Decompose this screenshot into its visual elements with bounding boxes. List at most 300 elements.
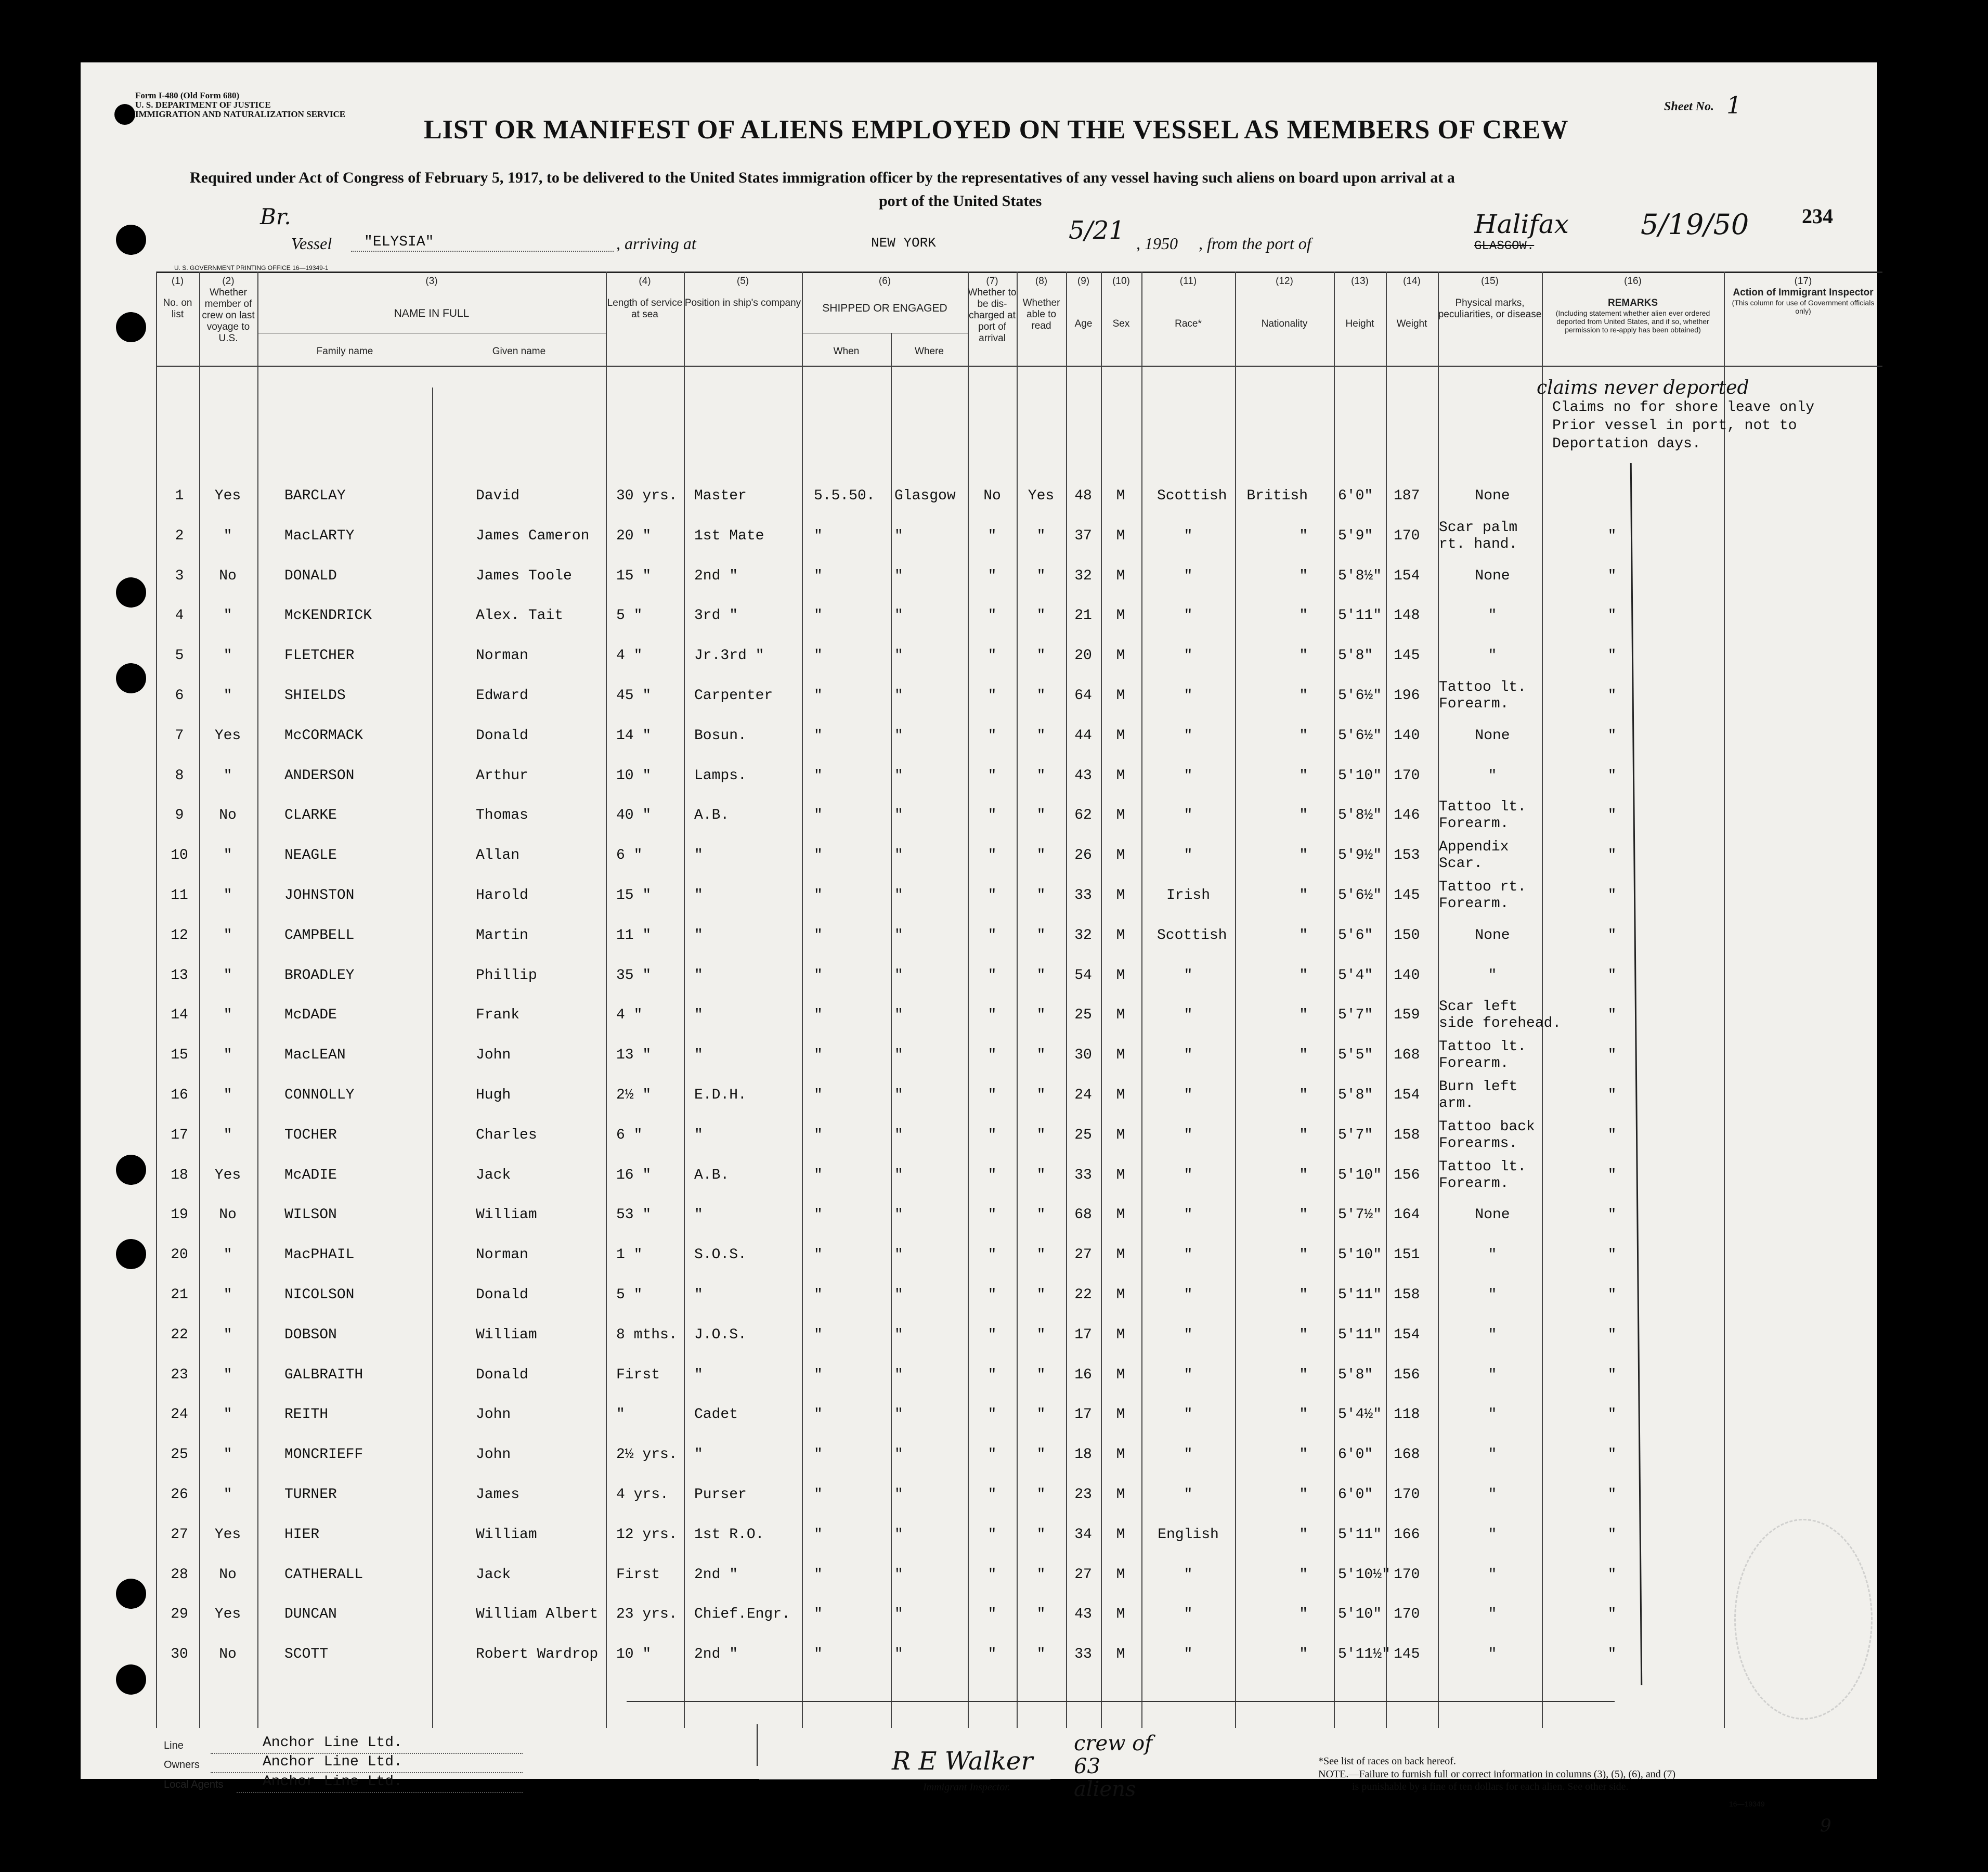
discharged: " [987, 1646, 997, 1663]
row-number: 28 [171, 1566, 188, 1583]
shipped-when: " [814, 608, 823, 624]
table-row [81, 1118, 1877, 1154]
length-of-service: 16 " [616, 1167, 652, 1183]
shipped-when: " [814, 1487, 823, 1503]
discharged: " [987, 648, 997, 664]
height: 6'0" [1338, 1487, 1373, 1503]
discharged: " [987, 807, 997, 824]
year: , 1950 [1136, 234, 1178, 253]
nationality: " [1299, 1366, 1308, 1383]
position: Chief.Engr. [694, 1606, 790, 1623]
length-of-service: 15 " [616, 567, 652, 584]
shipped-where: " [894, 1087, 903, 1103]
length-of-service: 13 " [616, 1047, 652, 1064]
discharged: " [987, 1287, 997, 1303]
weight: 156 [1394, 1366, 1420, 1383]
able-to-read: " [1036, 927, 1046, 944]
length-of-service: 35 " [616, 967, 652, 984]
sex: M [1116, 727, 1125, 744]
family-name: McCORMACK [284, 727, 363, 744]
from-port-typed: GLASGOW. [1474, 239, 1535, 253]
position: " [694, 1287, 703, 1303]
last-voyage: " [223, 1326, 232, 1343]
physical-marks-line-2: Forearm. [1439, 816, 1509, 832]
height: 5'5" [1338, 1047, 1373, 1064]
family-name: TURNER [284, 1487, 337, 1503]
remarks: " [1607, 1606, 1617, 1623]
discharged: " [987, 727, 997, 744]
weight: 154 [1394, 567, 1420, 584]
col-header-nationality: (12) Nationality [1261, 276, 1308, 329]
owners-value: Anchor Line Ltd. [263, 1754, 402, 1770]
shipped-when: " [814, 1287, 823, 1303]
table-row [81, 1557, 1877, 1594]
remarks: " [1607, 1566, 1617, 1583]
physical-marks-line-2: Forearms. [1439, 1135, 1518, 1152]
discharged: " [987, 967, 997, 984]
shipped-where: " [894, 887, 903, 903]
position: 2nd " [694, 567, 738, 584]
physical-marks: " [1488, 1326, 1497, 1343]
vessel-line [351, 251, 614, 252]
remarks-line-2: Prior vessel in port, not to [1552, 418, 1797, 434]
row-number: 27 [171, 1526, 188, 1543]
position: 3rd " [694, 608, 738, 624]
weight: 148 [1394, 608, 1420, 624]
shipped-where: " [894, 1487, 903, 1503]
sex: M [1116, 767, 1125, 784]
weight: 170 [1394, 1606, 1420, 1623]
height: 5'4" [1338, 967, 1373, 984]
able-to-read: " [1036, 567, 1046, 584]
race: " [1184, 1326, 1193, 1343]
sex: M [1116, 1167, 1125, 1183]
weight: 153 [1394, 847, 1420, 864]
manifest-sheet [81, 62, 1877, 1836]
discharged: " [987, 1167, 997, 1183]
weight: 187 [1394, 488, 1420, 504]
given-name: James [476, 1487, 520, 1503]
weight: 170 [1394, 527, 1420, 544]
position: " [694, 1127, 703, 1143]
sex: M [1116, 807, 1125, 824]
weight: 170 [1394, 767, 1420, 784]
length-of-service: 11 " [616, 927, 652, 944]
family-name: WILSON [284, 1207, 337, 1223]
length-of-service: 5 " [616, 1287, 643, 1303]
sex: M [1116, 1366, 1125, 1383]
sex: M [1116, 648, 1125, 664]
remarks: " [1607, 527, 1617, 544]
given-name: William Albert [476, 1606, 599, 1623]
physical-marks: " [1488, 1566, 1497, 1583]
race: " [1184, 1207, 1193, 1223]
last-voyage: " [223, 847, 232, 864]
height: 5'8" [1338, 648, 1373, 664]
age: 34 [1074, 1526, 1092, 1543]
discharged: " [987, 608, 997, 624]
col-header-shipped: (6) SHIPPED OR ENGAGED [822, 276, 947, 314]
agents-label: Local Agents [164, 1779, 224, 1790]
discharged: " [987, 1447, 997, 1463]
physical-marks: " [1488, 1606, 1497, 1623]
age: 37 [1074, 527, 1092, 544]
col-header-name: (3) NAME IN FULL [394, 276, 470, 319]
family-name: MacLEAN [284, 1047, 346, 1064]
nationality: " [1299, 927, 1308, 944]
weight: 154 [1394, 1087, 1420, 1103]
position: A.B. [694, 807, 730, 824]
last-voyage: Yes [214, 1606, 241, 1623]
able-to-read: " [1036, 1326, 1046, 1343]
last-voyage: No [219, 1207, 237, 1223]
nationality: " [1299, 1326, 1308, 1343]
race: " [1184, 688, 1193, 704]
signature-underline [759, 1779, 1050, 1780]
family-name: DUNCAN [284, 1606, 337, 1623]
row-number: 21 [171, 1287, 188, 1303]
nationality: " [1299, 1287, 1308, 1303]
family-name: TOCHER [284, 1127, 337, 1143]
physical-marks: Appendix [1439, 839, 1509, 856]
position: " [694, 1447, 703, 1463]
age: 33 [1074, 1167, 1092, 1183]
able-to-read: " [1036, 608, 1046, 624]
shipped-where: " [894, 767, 903, 784]
race: " [1184, 1287, 1193, 1303]
able-to-read: " [1036, 1447, 1046, 1463]
row-number: 8 [175, 767, 184, 784]
physical-marks-line-2: rt. hand. [1439, 536, 1518, 552]
height: 5'11½" [1338, 1646, 1391, 1663]
race: Irish [1166, 887, 1210, 903]
family-name: NEAGLE [284, 847, 337, 864]
race: " [1184, 648, 1193, 664]
able-to-read: " [1036, 847, 1046, 864]
page-number: 234 [1802, 204, 1833, 228]
shipped-where: " [894, 1606, 903, 1623]
family-name: MONCRIEFF [284, 1447, 363, 1463]
height: 5'6½" [1338, 688, 1382, 704]
height: 5'7" [1338, 1007, 1373, 1024]
discharged: " [987, 847, 997, 864]
height: 5'6" [1338, 927, 1373, 944]
race: " [1184, 567, 1193, 584]
given-name: Thomas [476, 807, 528, 824]
last-voyage: " [223, 1287, 232, 1303]
age: 16 [1074, 1366, 1092, 1383]
last-voyage: " [223, 767, 232, 784]
printing-office: U. S. GOVERNMENT PRINTING OFFICE 16—19349-1 [174, 264, 329, 272]
shipped-when: 5.5.50. [814, 488, 875, 504]
height: 5'11" [1338, 1326, 1382, 1343]
form-code: 16—19349 [1729, 1800, 1765, 1808]
race: " [1184, 1447, 1193, 1463]
discharged: " [987, 767, 997, 784]
row-number: 24 [171, 1406, 188, 1423]
physical-marks: Scar palm [1439, 519, 1518, 536]
shipped-when: " [814, 648, 823, 664]
able-to-read: " [1036, 727, 1046, 744]
shipped-when: " [814, 1646, 823, 1663]
shipped-where: " [894, 1287, 903, 1303]
weight: 170 [1394, 1487, 1420, 1503]
family-name: HIER [284, 1526, 320, 1543]
row-number: 12 [171, 927, 188, 944]
age: 68 [1074, 1207, 1092, 1223]
remarks: " [1607, 767, 1617, 784]
row-number: 26 [171, 1487, 188, 1503]
table-row [81, 519, 1877, 555]
shipped-when: " [814, 967, 823, 984]
row-number: 10 [171, 847, 188, 864]
position: " [694, 927, 703, 944]
able-to-read: " [1036, 1566, 1046, 1583]
physical-marks: Scar left [1439, 999, 1518, 1015]
col-header-remarks: (16) REMARKS (Including statement whether alien ever ordered deported from United States, and if so, whether permission to re-apply has been obtained) [1555, 276, 1710, 334]
weight: 158 [1394, 1127, 1420, 1143]
race: Scottish [1157, 488, 1227, 504]
remarks-handwritten: claims never deported [1537, 377, 1749, 398]
position: " [694, 1047, 703, 1064]
length-of-service: 15 " [616, 887, 652, 903]
able-to-read: " [1036, 1247, 1046, 1263]
last-voyage: " [223, 1366, 232, 1383]
discharged: " [987, 1247, 997, 1263]
last-voyage: Yes [214, 727, 241, 744]
row-number: 6 [175, 688, 184, 704]
family-name: CATHERALL [284, 1566, 363, 1583]
race: " [1184, 847, 1193, 864]
family-name: DONALD [284, 567, 337, 584]
family-name: CONNOLLY [284, 1087, 355, 1103]
shipped-where: " [894, 608, 903, 624]
able-to-read: " [1036, 1007, 1046, 1024]
length-of-service: 40 " [616, 807, 652, 824]
weight: 158 [1394, 1287, 1420, 1303]
able-to-read: " [1036, 1366, 1046, 1383]
row-number: 25 [171, 1447, 188, 1463]
last-voyage: " [223, 688, 232, 704]
shipped-when: " [814, 1366, 823, 1383]
sex: M [1116, 1646, 1125, 1663]
height: 5'8½" [1338, 567, 1382, 584]
length-of-service: First [616, 1366, 660, 1383]
shipped-when: " [814, 527, 823, 544]
given-name: Harold [476, 887, 528, 903]
table-row [81, 1517, 1877, 1554]
sex: M [1116, 1566, 1125, 1583]
physical-marks: None [1475, 1207, 1510, 1223]
crew-count-note: crew of 63 aliens [1074, 1732, 1153, 1801]
col-header-discharged: (7) Whether to be dis-charged at port of arrival [968, 276, 1017, 344]
position: Jr.3rd " [694, 648, 764, 664]
discharged: No [983, 488, 1001, 504]
given-name: Allan [476, 847, 520, 864]
physical-marks: " [1488, 1447, 1497, 1463]
agents-underline [237, 1792, 523, 1793]
age: 44 [1074, 727, 1092, 744]
row-number: 19 [171, 1207, 188, 1223]
position: 1st Mate [694, 527, 764, 544]
height: 5'9½" [1338, 847, 1382, 864]
discharged: " [987, 887, 997, 903]
physical-marks: " [1488, 1406, 1497, 1423]
sex: M [1116, 527, 1125, 544]
shipped-when: " [814, 1566, 823, 1583]
height: 6'0" [1338, 1447, 1373, 1463]
race: " [1184, 807, 1193, 824]
shipped-when: " [814, 807, 823, 824]
length-of-service: 53 " [616, 1207, 652, 1223]
age: 17 [1074, 1406, 1092, 1423]
table-row [81, 1237, 1877, 1274]
subtitle-2: port of the United States [879, 192, 1042, 210]
nationality: " [1299, 1087, 1308, 1103]
remarks: " [1607, 1167, 1617, 1183]
shipped-when: " [814, 1326, 823, 1343]
able-to-read: " [1036, 1406, 1046, 1423]
discharged: " [987, 1326, 997, 1343]
length-of-service: 45 " [616, 688, 652, 704]
discharged: " [987, 1526, 997, 1543]
age: 23 [1074, 1487, 1092, 1503]
height: 5'4½" [1338, 1406, 1382, 1423]
physical-marks: " [1488, 1646, 1497, 1663]
physical-marks: None [1475, 488, 1510, 504]
shipped-when: " [814, 1606, 823, 1623]
position: " [694, 967, 703, 984]
physical-marks: " [1488, 1247, 1497, 1263]
age: 64 [1074, 688, 1092, 704]
age: 25 [1074, 1127, 1092, 1143]
given-name: Robert Wardrop [476, 1646, 599, 1663]
given-name: Edward [476, 688, 528, 704]
nationality: " [1299, 967, 1308, 984]
length-of-service: 5 " [616, 608, 643, 624]
last-voyage: " [223, 1047, 232, 1064]
family-name: REITH [284, 1406, 329, 1423]
sex: M [1116, 887, 1125, 903]
sex: M [1116, 1526, 1125, 1543]
race: " [1184, 767, 1193, 784]
length-of-service: 1 " [616, 1247, 643, 1263]
given-name: Phillip [476, 967, 537, 984]
col-header-action: (17) Action of Immigrant Inspector (This column for use of Government officials only) [1732, 276, 1875, 315]
given-name: Frank [476, 1007, 520, 1024]
family-name: CAMPBELL [284, 927, 355, 944]
position: " [694, 1207, 703, 1223]
race: " [1184, 727, 1193, 744]
height: 5'6½" [1338, 727, 1382, 744]
weight: 164 [1394, 1207, 1420, 1223]
remarks: " [1607, 1526, 1617, 1543]
table-row [81, 1597, 1877, 1633]
remarks: " [1607, 727, 1617, 744]
given-name: Alex. Tait [476, 608, 564, 624]
nationality: " [1299, 567, 1308, 584]
physical-marks-line-2: side forehead. [1439, 1015, 1562, 1032]
last-voyage: No [219, 1566, 237, 1583]
discharged: " [987, 567, 997, 584]
age: 17 [1074, 1326, 1092, 1343]
physical-marks-line-2: Forearm. [1439, 1055, 1509, 1072]
row-number: 16 [171, 1087, 188, 1103]
sex: M [1116, 847, 1125, 864]
age: 43 [1074, 767, 1092, 784]
col-header-family-name: Family name [316, 346, 373, 357]
age: 32 [1074, 927, 1092, 944]
sex: M [1116, 1047, 1125, 1064]
row-number: 20 [171, 1247, 188, 1263]
physical-marks: Tattoo lt. [1439, 1158, 1527, 1175]
position: " [694, 1366, 703, 1383]
weight: 166 [1394, 1526, 1420, 1543]
shipped-when: " [814, 1247, 823, 1263]
family-name: BARCLAY [284, 488, 346, 504]
weight: 150 [1394, 927, 1420, 944]
age: 27 [1074, 1566, 1092, 1583]
table-row [81, 718, 1877, 755]
sex: M [1116, 927, 1125, 944]
row-number: 9 [175, 807, 184, 824]
family-name: SHIELDS [284, 688, 346, 704]
col-header-race: (11) Race* [1175, 276, 1202, 329]
nationality: " [1299, 1447, 1308, 1463]
nationality: " [1299, 1526, 1308, 1543]
physical-marks: None [1475, 727, 1510, 744]
nationality: British [1246, 488, 1308, 504]
discharged: " [987, 688, 997, 704]
age: 33 [1074, 1646, 1092, 1663]
physical-marks: Tattoo rt. [1439, 879, 1527, 895]
physical-marks: " [1488, 967, 1497, 984]
sex: M [1116, 488, 1125, 504]
given-name: Norman [476, 1247, 528, 1263]
nationality: " [1299, 1007, 1308, 1024]
row-number: 7 [175, 727, 184, 744]
last-voyage: " [223, 1487, 232, 1503]
physical-marks-line-2: arm. [1439, 1095, 1474, 1112]
weight: 154 [1394, 1326, 1420, 1343]
family-name: FLETCHER [284, 648, 355, 664]
col-header-position: (5) Position in ship's company [684, 276, 801, 308]
nationality: " [1299, 608, 1308, 624]
shipped-where: " [894, 807, 903, 824]
given-name: Norman [476, 648, 528, 664]
last-voyage: Yes [214, 488, 241, 504]
race: " [1184, 1406, 1193, 1423]
physical-marks: Tattoo lt. [1439, 679, 1527, 695]
shipped-where: " [894, 1127, 903, 1143]
physical-marks-line-2: Forearm. [1439, 1175, 1509, 1192]
shipped-where: Glasgow [894, 488, 956, 504]
sheet-number: 1 [1726, 91, 1742, 119]
length-of-service: 23 yrs. [616, 1606, 678, 1623]
remarks: " [1607, 927, 1617, 944]
race: Scottish [1157, 927, 1227, 944]
length-of-service: 20 " [616, 527, 652, 544]
shipped-where: " [894, 1047, 903, 1064]
family-name: JOHNSTON [284, 887, 355, 903]
able-to-read: " [1036, 807, 1046, 824]
remarks: " [1607, 967, 1617, 984]
punch-hole [116, 312, 146, 342]
shipped-where: " [894, 648, 903, 664]
race: " [1184, 1606, 1193, 1623]
shipped-where: " [894, 1326, 903, 1343]
age: 32 [1074, 567, 1092, 584]
